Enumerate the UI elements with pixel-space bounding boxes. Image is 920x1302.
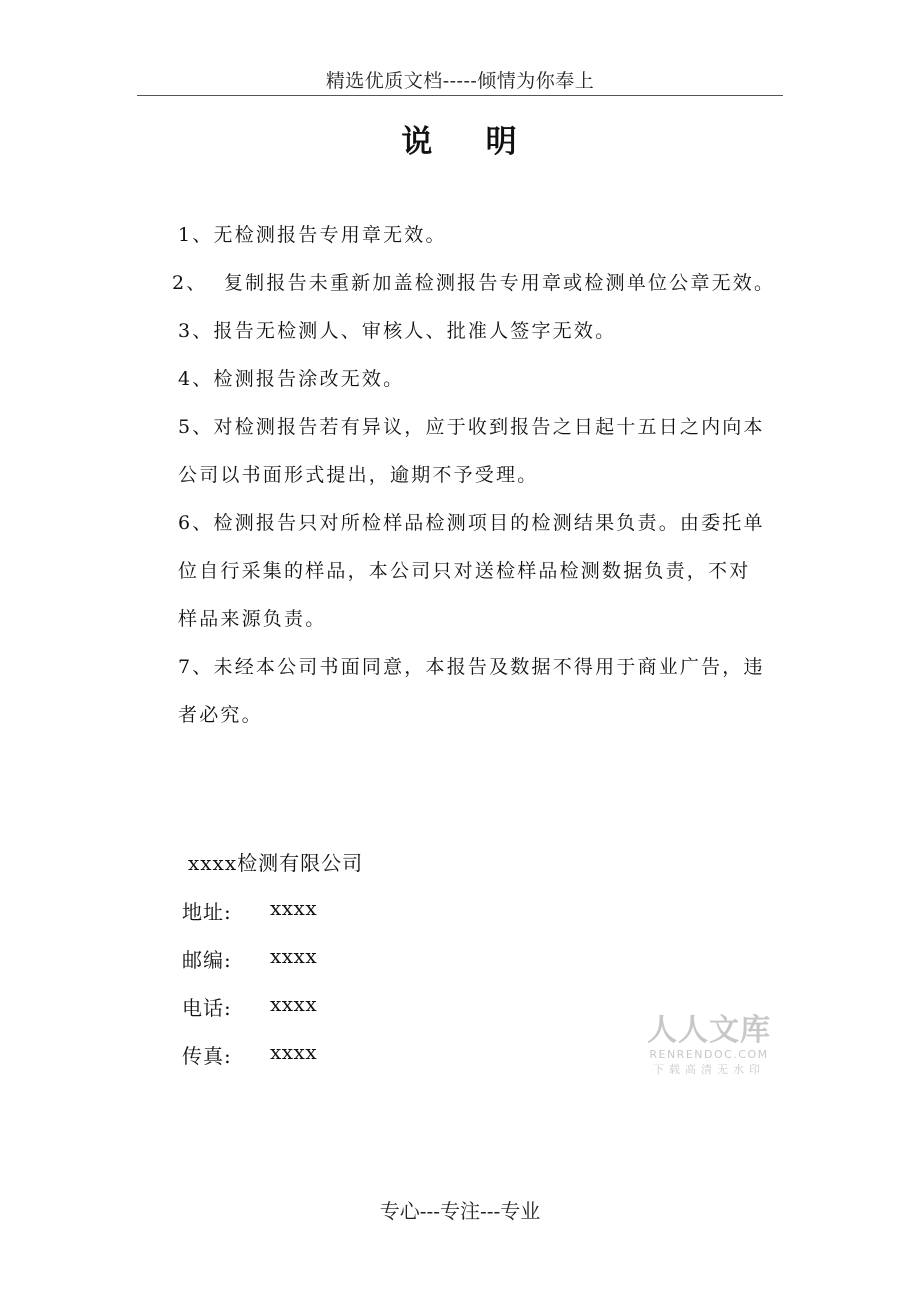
note-line-7: 7、未经本公司书面同意，本报告及数据不得用于商业广告，违 [178, 656, 765, 678]
page-title: 说 明 [401, 124, 519, 160]
fax-value: xxxx [270, 1040, 318, 1064]
phone-value: xxxx [270, 992, 318, 1016]
postcode-value: xxxx [270, 944, 318, 968]
note-line-3: 3、报告无检测人、审核人、批准人签字无效。 [178, 320, 617, 342]
note-line-2: 2、 复制报告未重新加盖检测报告专用章或检测单位公章无效。 [172, 272, 776, 294]
phone-label: 电话: [182, 996, 232, 1020]
company-name: xxxx检测有限公司 [188, 851, 364, 875]
fax-label: 传真: [182, 1044, 232, 1068]
watermark-url: RENRENDOC.COM [649, 1048, 769, 1061]
page-footer: 专心---专注---专业 [379, 1199, 541, 1223]
note-line-6: 6、检测报告只对所检样品检测项目的检测结果负责。由委托单 [178, 512, 765, 534]
note-line-4: 4、检测报告涂改无效。 [178, 368, 405, 390]
page-header: 精选优质文档-----倾情为你奉上 [325, 70, 595, 92]
watermark-tagline: 下载高清无水印 [653, 1063, 765, 1076]
watermark [646, 1014, 772, 1078]
address-label: 地址: [182, 900, 232, 924]
note-line-5: 5、对检测报告若有异议，应于收到报告之日起十五日之内向本 [178, 416, 765, 438]
note-line-1: 1、无检测报告专用章无效。 [178, 224, 447, 246]
note-line-7-cont: 者必究。 [178, 704, 263, 726]
watermark-logo: 人人文库 [647, 1013, 771, 1048]
note-line-6-cont-2: 样品来源负责。 [178, 608, 327, 630]
address-value: xxxx [270, 896, 318, 920]
note-line-5-cont: 公司以书面形式提出，逾期不予受理。 [178, 464, 539, 486]
header-divider [137, 95, 783, 96]
note-line-6-cont-1: 位自行采集的样品，本公司只对送检样品检测数据负责，不对 [178, 560, 751, 582]
postcode-label: 邮编: [182, 948, 232, 972]
